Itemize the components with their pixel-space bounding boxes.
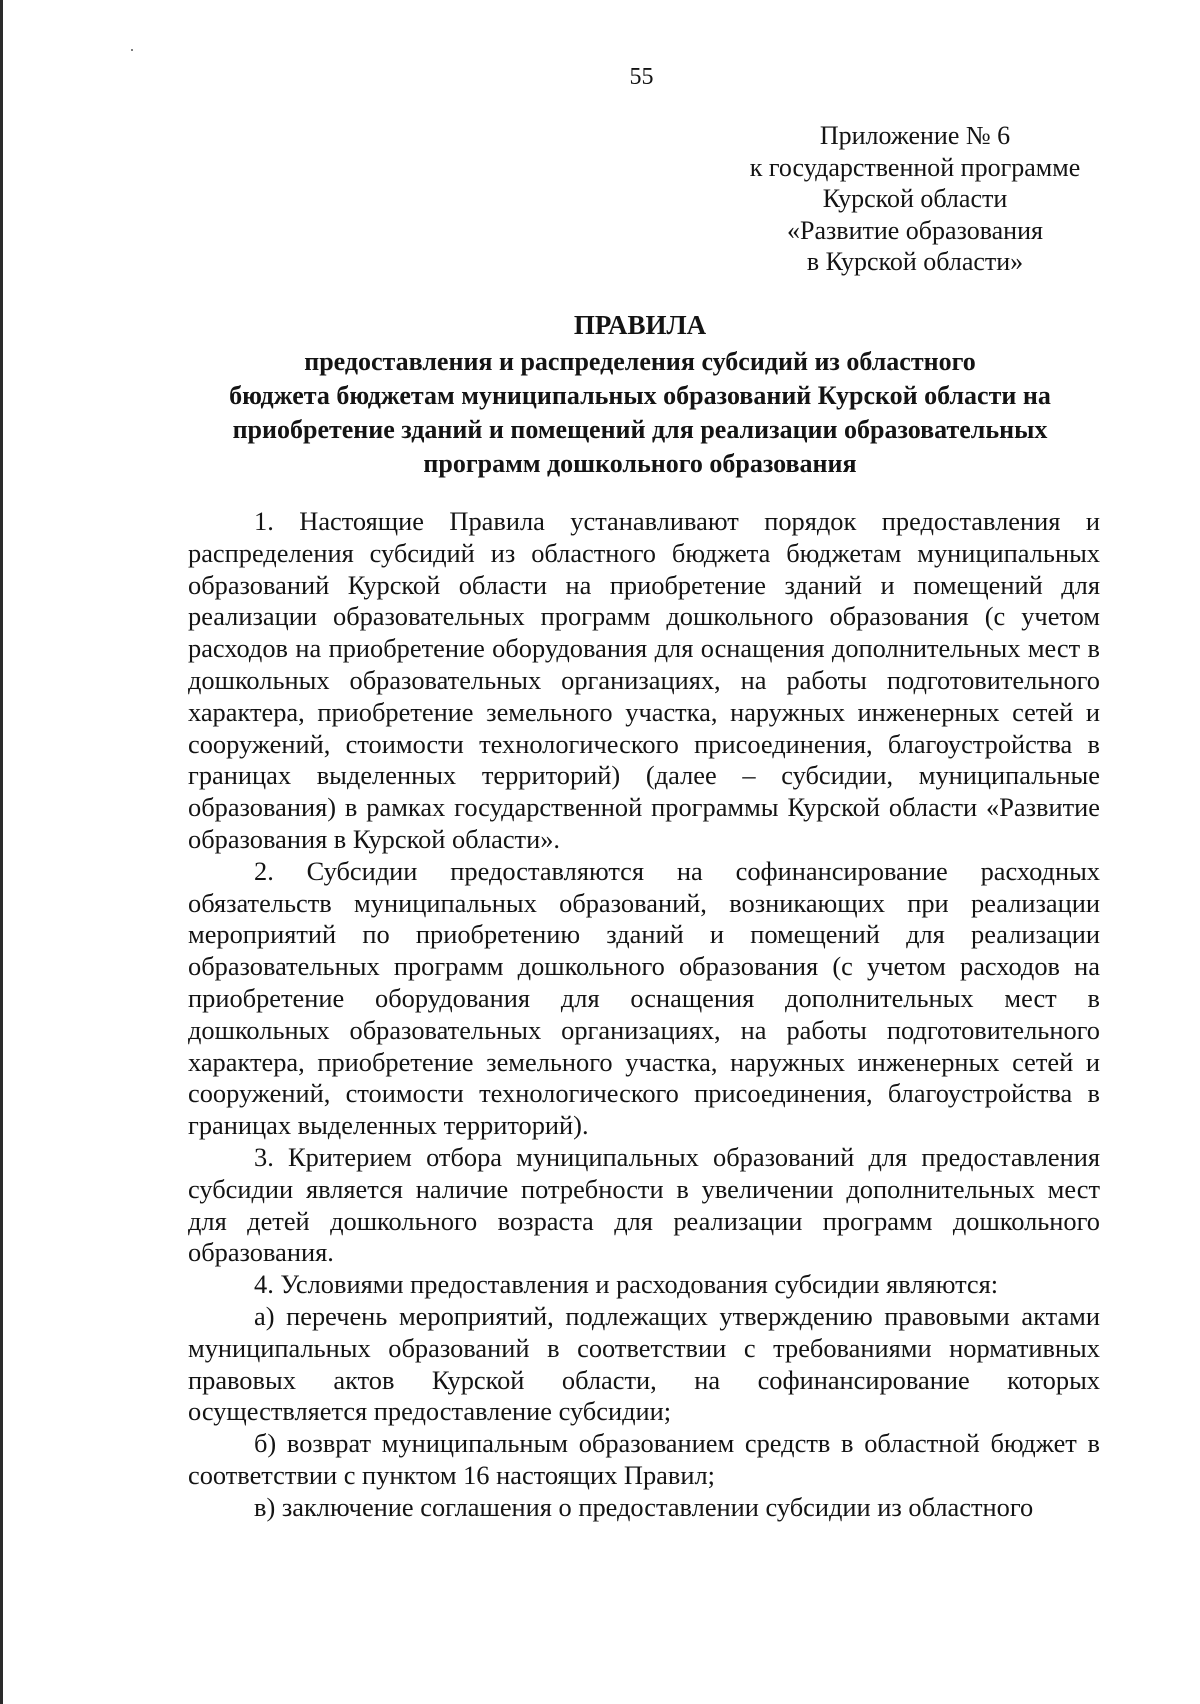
appendix-line: Приложение № 6 bbox=[819, 121, 1011, 150]
appendix-line: в Курской области» bbox=[806, 247, 1024, 276]
document-title: ПРАВИЛА bbox=[573, 310, 707, 340]
subtitle-line: предоставления и распределения субсидий из областного bbox=[304, 347, 976, 376]
page-number: 55 bbox=[629, 64, 654, 90]
document-body bbox=[188, 506, 1100, 1524]
scan-edge bbox=[0, 0, 3, 1704]
subtitle-line: программ дошкольного образования bbox=[423, 449, 857, 478]
paragraph-4b: б) возврат муниципальным образованием средств в областной бюджет в соответствии с пунктом 16 настоящих Правил; bbox=[188, 1428, 1100, 1490]
paragraph-4a: а) перечень мероприятий, подлежащих утверждению правовыми актами муниципальных образований в соответствии с требованиями нормативных правовых актов Курской области, на софинансирование которых осуществляется предоставление субсидии; bbox=[188, 1300, 1100, 1427]
appendix-header bbox=[680, 120, 1150, 278]
subtitle-line: приобретение зданий и помещений для реализации образовательных bbox=[232, 415, 1048, 444]
appendix-line: Курской области bbox=[822, 184, 1008, 213]
subtitle-line: бюджета бюджетам муниципальных образований Курской области на bbox=[229, 381, 1051, 410]
scan-speck bbox=[131, 49, 133, 51]
paragraph-1: 1. Настоящие Правила устанавливают порядок предоставления и распределения субсидий из областного бюджета бюджетам муниципальных образований Курской области на приобретение зданий и помещений для реализации образовательных программ дошкольного образования (с учетом расходов на приобретение оборудования для оснащения дополнительных мест в дошкольных образовательных организациях, на работы подготовительного характера, приобретение земельного участка, наружных инженерных сетей и сооружений, стоимости технологического присоединения, благоустройства в границах выделенных территорий) (далее – субсидии, муниципальные образования) в рамках государственной программы Курской области «Развитие образования в Курской области». bbox=[188, 506, 1100, 854]
paragraph-4c: в) заключение соглашения о предоставлении субсидии из областного bbox=[254, 1491, 1034, 1522]
document-subtitle bbox=[180, 345, 1100, 481]
appendix-line: к государственной программе bbox=[749, 152, 1081, 182]
appendix-line: «Развитие образования bbox=[787, 215, 1043, 245]
paragraph-3: 3. Критерием отбора муниципальных образований для предоставления субсидии является наличие потребности в увеличении дополнительных мест для детей дошкольного возраста для реализации программ дошкольного образования. bbox=[188, 1141, 1100, 1268]
paragraph-2: 2. Субсидии предоставляются на софинансирование расходных обязательств муниципальных образований, возникающих при реализации мероприятий по приобретению зданий и помещений для реализации образовательных программ дошкольного образования (с учетом расходов на приобретение оборудования для оснащения дополнительных мест в дошкольных образовательных организациях, на работы подготовительного характера, приобретение земельного участка, наружных инженерных сетей и сооружений, стоимости технологического присоединения, благоустройства в границах выделенных территорий). bbox=[188, 855, 1100, 1141]
paragraph-4: 4. Условиями предоставления и расходования субсидии являются: bbox=[254, 1269, 999, 1300]
